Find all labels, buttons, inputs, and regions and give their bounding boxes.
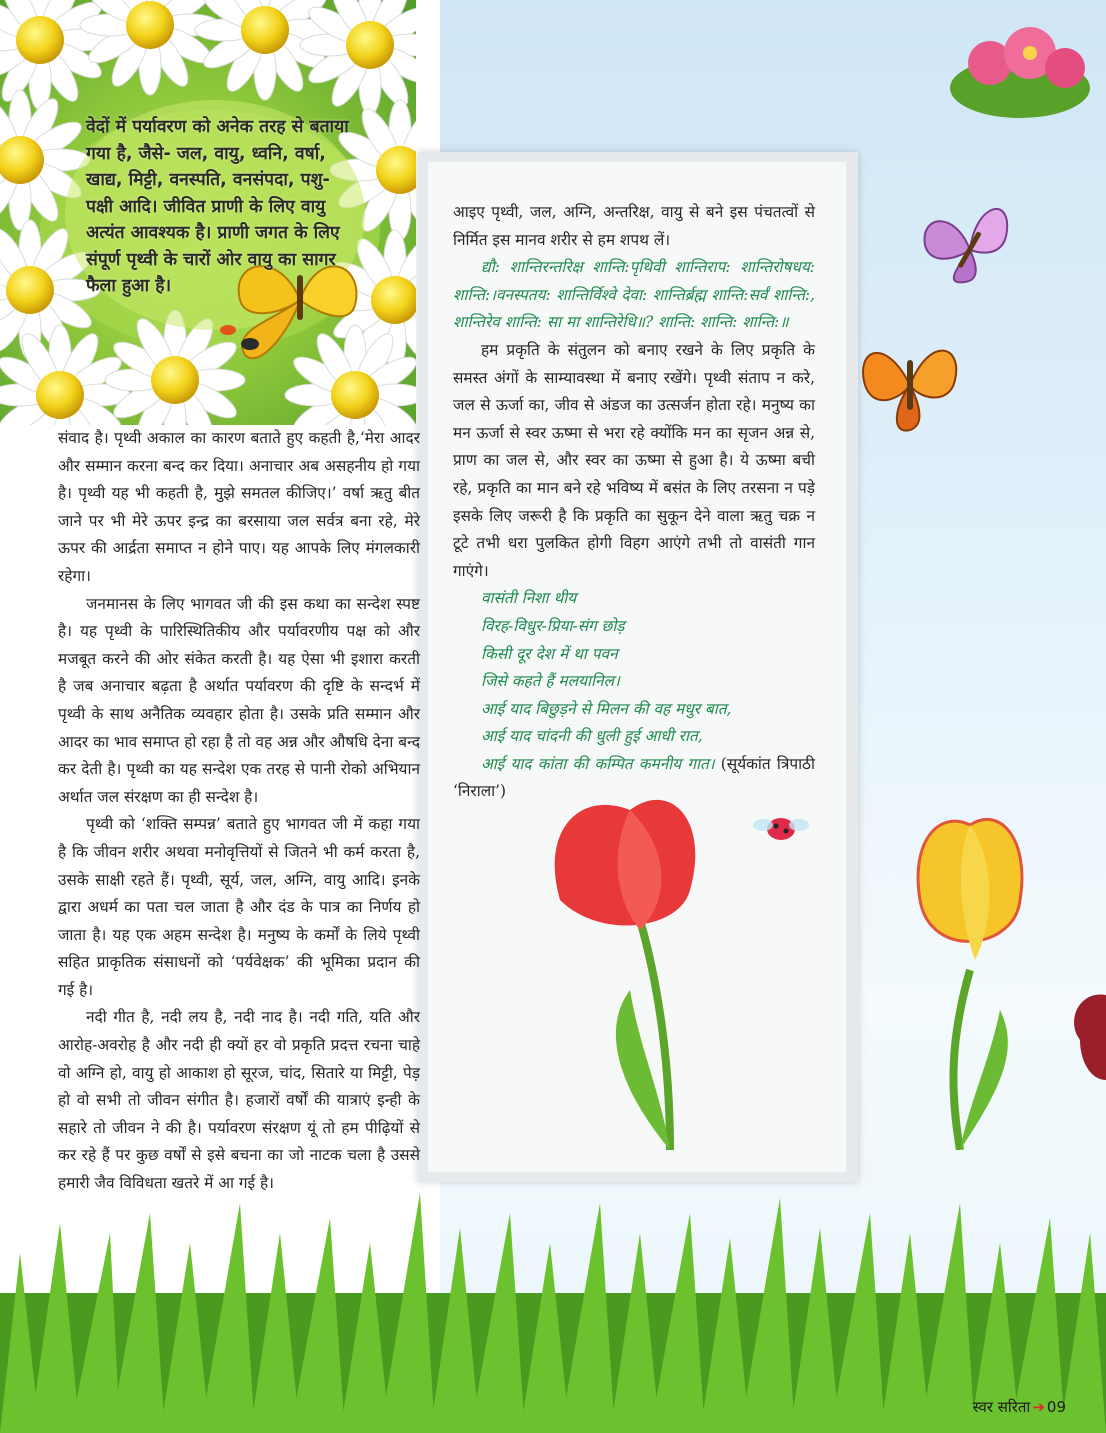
- daisy-inset: [0, 0, 416, 425]
- paragraph: जनमानस के लिए भागवत जी की इस कथा का सन्देश स्पष्ट है। यह पृथ्वी के पारिस्थितिकीय और पर्यावरणीय पक्ष को और मजबूत करने की ओर संकेत करती है। यह ऐसा भी इशारा करती है जब अनाचार बढ़ता है अर्थात पर्यावरण की दृष्टि के सन्दर्भ में पृथ्वी के साथ अनैतिक व्यवहार होता है। उसके प्रति सम्मान और आदर का भाव समाप्त हो रहा है तो वह अन्न और औषधि देना बन्द कर देती है। पृथ्वी का यह सन्देश एक तरह से पानी रोको अभियान अर्थात जल संरक्षण का ही सन्देश है।: [58, 594, 420, 806]
- left-article-column: [58, 425, 420, 1198]
- red-tulip-icon: [555, 800, 696, 930]
- verse-line: आई याद चांदनी की धुली हुई आधी रात,: [481, 727, 703, 746]
- poem-attribution: (सूर्यकांत त्रिपाठी ‘निराला’): [453, 754, 815, 801]
- dark-red-tulip-icon: [1074, 994, 1106, 1080]
- magazine-name: स्वर सरिता: [972, 1398, 1031, 1416]
- sanskrit-shloka: द्यौ: शान्तिरन्तरिक्ष शान्ति:पृथिवी शान्तिराप: शान्तिरोषधय: शान्ति:।वनस्पतय: शान्तिर्विश्वे देवा: शान्तिर्ब्रह्म शान्ति:सर्वं शान्ति:, शान्तिरेव शान्ति: सा मा शान्तिरेधि॥? शान्ति: शान्ति: शान्ति:॥: [453, 258, 815, 332]
- verse-line: वासंती निशा थीय: [481, 589, 577, 608]
- grass-field: [0, 1133, 1106, 1433]
- daisy-icon: [80, 0, 220, 95]
- inset-text: वेदों में पर्यावरण को अनेक तरह से बताया गया है, जैसे- जल, वायु, ध्वनि, वर्षा, खाद्य, मिट्टी, वनस्पति, वनसंपदा, पशु-पक्षी आदि। जीवित प्राणी के लिए वायु अत्यंत आवश्यक है। प्राणी जगत के लिए संपूर्ण पृथ्वी के चारों ओर वायु का सागर फैला हुआ है।: [86, 117, 349, 296]
- paragraph: पृथ्वी को ‘शक्ति सम्पन्न’ बताते हुए भागवत जी में कहा गया है कि जीवन शरीर अथवा मनोवृत्तियों से जितने भी कर्म करता है, उसके साक्षी रहते हैं। पृथ्वी, सूर्य, जल, अग्नि, वायु आदि। इनके द्वारा अधर्म का पता चल जाता है और दंड के पात्र का निर्णय हो जाता है। यह एक अहम सन्देश है। मनुष्य के कर्मों के लिये पृथ्वी सहित प्राकृतिक संसाधनों को ‘पर्यवेक्षक’ की भूमिका प्रदान की गई है।: [58, 815, 420, 999]
- yellow-tulip-icon: [918, 819, 1022, 960]
- verse-line: जिसे कहते हैं मलयानिल।: [481, 672, 620, 691]
- orange-butterfly-icon: [855, 325, 965, 445]
- page-footer: [973, 1397, 1066, 1417]
- page-number: 09: [1046, 1398, 1066, 1416]
- right-article-column: [453, 199, 815, 806]
- verse-line: आई याद कांता की कम्पित कमनीय गात।: [481, 754, 715, 773]
- poem-verse: [453, 585, 815, 806]
- paragraph: हम प्रकृति के संतुलन को बनाए रखने के लिए प्रकृति के समस्त अंगों के साम्यावस्था में बनाए रखेंगे। पृथ्वी संताप न करे, जल से ऊर्जा का, जीव से अंडज का उत्सर्जन होता रहे। मनुष्य का मन ऊर्जा से स्वर ऊष्मा से भरा रहे क्योंकि मन का सृजन अन्न से, प्राण का जल से, और स्वर का ऊष्मा से हुआ है। ये ऊष्मा बची रहे, प्रकृति का मान बने रहे भविष्य में बसंत के लिए तरसना न पड़े इसके लिए जरूरी है कि प्रकृति का सुकून देने वाला ऋतु चक्र न टूटे तभी धरा पुलकित होगी विहग आएंगे तभी तो वासंती गान गाएंगे।: [453, 340, 815, 580]
- paragraph: आइए पृथ्वी, जल, अग्नि, अन्तरिक्ष, वायु से बने इस पंचतत्वों से निर्मित इस मानव शरीर से हम शपथ लें।: [453, 203, 815, 249]
- tulips-illustration: [520, 790, 1106, 1150]
- verse-line: आई याद बिछुड़ने से मिलन की वह मधुर बात,: [481, 699, 732, 718]
- pink-flower-icon: [940, 18, 1100, 128]
- paragraph: संवाद है। पृथ्वी अकाल का कारण बताते हुए कहती है,‘मेरा आदर और सम्मान करना बन्द कर दिया। अनाचार अब असहनीय हो गया है। पृथ्वी यह भी कहती है, मुझे समतल कीजिए।’ वर्षा ऋतु बीत जाने पर भी मेरे ऊपर इन्द्र का बरसाया जल सर्वत्र बना रहे, मेरे ऊपर की आर्द्रता समाप्त न होने पाए। यह आपके लिए मंगलकारी रहेगा।: [58, 429, 420, 585]
- paragraph: नदी गीत है, नदी लय है, नदी नाद है। नदी गति, यति और आरोह-अवरोह है और नदी ही क्यों हर वो प्रकृति प्रदत्त रचना चाहे वो अग्नि हो, वायु हो आकाश हो सूरज, चांद, सितारे या मिट्टी, पेड़ हो वो सभी तो जीवन संगीत है। हजारों वर्षों की यात्राएं इन्ही के सहारे तो जीवन ने की है। पर्यावरण संरक्षण यूं तो हम पीढ़ियों से कर रहे हैं पर कुछ वर्षों से इसे बचना का जो नाटक चला है उससे हमारी जैव विविधता खतरे में आ गई है।: [58, 1008, 420, 1193]
- arrow-icon: ➔: [1032, 1398, 1045, 1416]
- verse-line: विरह-विधुर-प्रिया-संग छोड़: [481, 616, 625, 635]
- verse-line: किसी दूर देश में था पवन: [481, 644, 618, 663]
- purple-butterfly-icon: [915, 190, 1015, 290]
